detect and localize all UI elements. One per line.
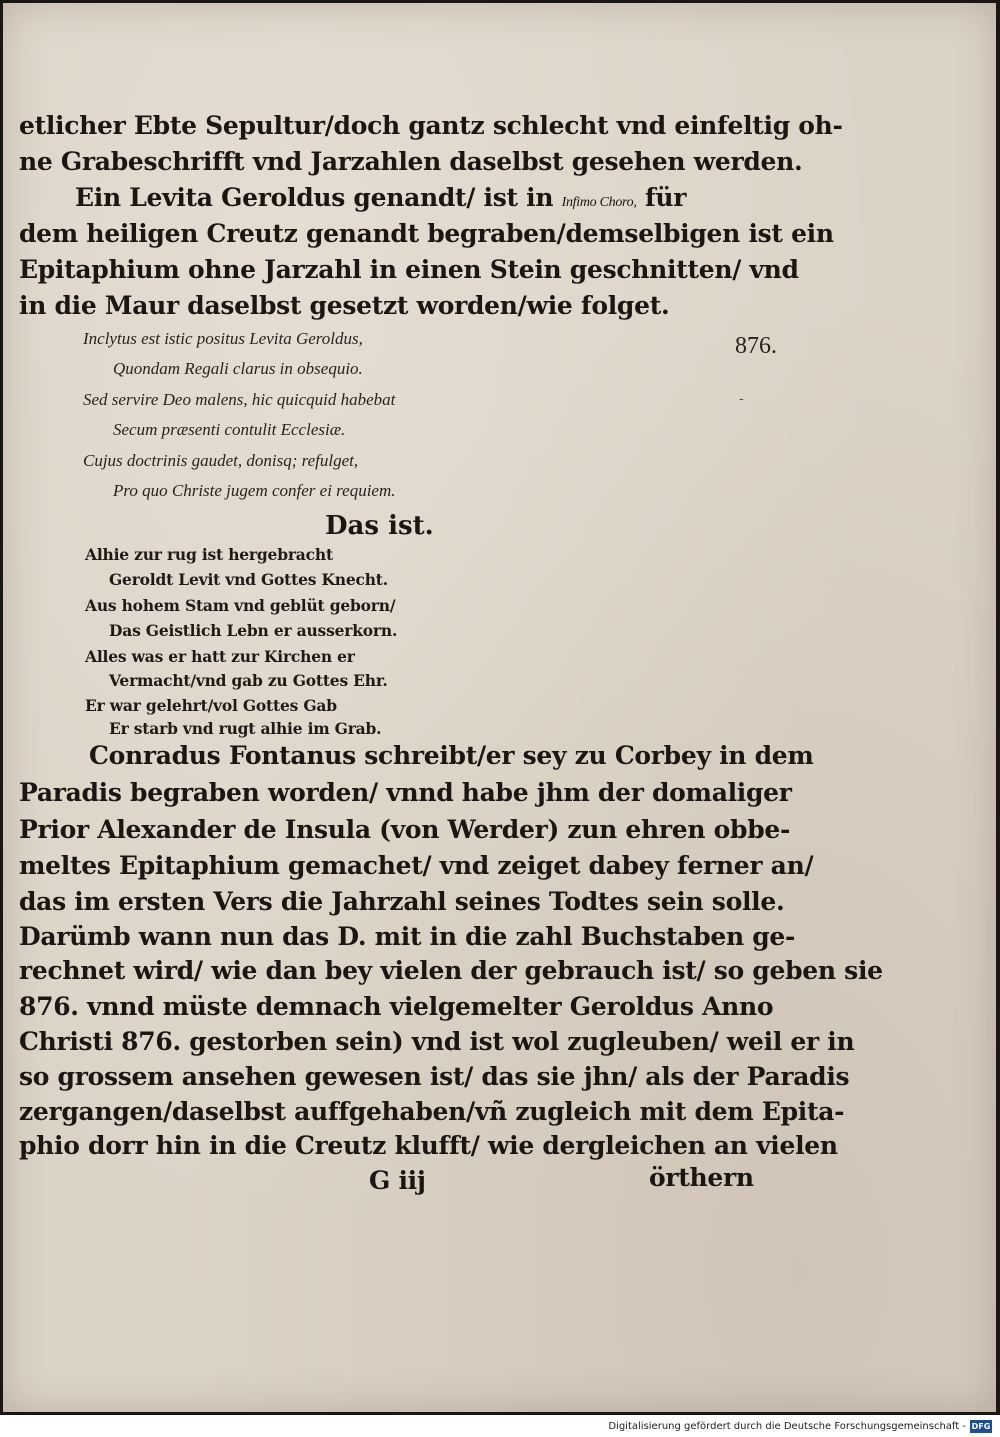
verse-line-4: Das Geistlich Lebn er ausserkorn. <box>109 621 398 640</box>
catchword: örthern <box>649 1163 754 1192</box>
verse-line-3: Aus hohem Stam vnd geblüt geborn/ <box>85 596 396 615</box>
body-line-3-text: Ein Levita Geroldus genandt/ ist in <box>75 183 562 212</box>
epitaph-line-5: Cujus doctrinis gaudet, donisq; refulget, <box>83 451 359 470</box>
body-line-3-end: für <box>636 183 687 212</box>
body-line-3 <box>75 183 686 212</box>
body2-line-12: phio dorr hin in die Creutz klufft/ wie dergleichen an vielen <box>19 1131 838 1160</box>
epitaph-line-1: Inclytus est istic positus Levita Geroldus, <box>83 329 363 348</box>
body-line-6: in die Maur daselbst gesetzt worden/wie folget. <box>19 291 670 320</box>
epitaph-line-6: Pro quo Christe jugem confer ei requiem. <box>113 481 396 500</box>
body2-line-11: zergangen/daselbst auffgehaben/vñ zugleich mit dem Epita- <box>19 1097 845 1126</box>
verse-line-6: Vermacht/vnd gab zu Gottes Ehr. <box>109 671 388 690</box>
verse-line-1: Alhie zur rug ist hergebracht <box>85 545 333 564</box>
body-line-1: etlicher Ebte Sepultur/doch gantz schlecht vnd einfeltig oh- <box>19 111 843 140</box>
body-line-3-latin: Infimo Choro, <box>561 195 637 210</box>
book-page <box>3 3 996 1412</box>
epitaph-line-4: Secum præsenti contulit Ecclesiæ. <box>113 420 346 439</box>
body2-line-2: Paradis begraben worden/ vnnd habe jhm der domaliger <box>19 778 792 807</box>
verse-line-7: Er war gelehrt/vol Gottes Gab <box>85 696 337 715</box>
body2-line-10: so grossem ansehen gewesen ist/ das sie jhn/ als der Paradis <box>19 1062 850 1091</box>
epitaph-line-3: Sed servire Deo malens, hic quicquid habebat <box>83 390 396 409</box>
section-heading: Das ist. <box>325 511 434 541</box>
body2-line-3: Prior Alexander de Insula (von Werder) zun ehren obbe- <box>19 815 791 844</box>
body2-line-1: Conradus Fontanus schreibt/er sey zu Corbey in dem <box>89 741 814 770</box>
margin-mark: - <box>739 391 744 407</box>
body-line-2: ne Grabeschrifft vnd Jarzahlen daselbst gesehen werden. <box>19 147 803 176</box>
body-line-5: Epitaphium ohne Jarzahl in einen Stein geschnitten/ vnd <box>19 255 799 284</box>
dfg-logo: DFG <box>971 1422 991 1431</box>
body-line-4: dem heiligen Creutz genandt begraben/demselbigen ist ein <box>19 219 834 248</box>
body2-line-9: Christi 876. gestorben sein) vnd ist wol zugleuben/ weil er in <box>19 1027 855 1056</box>
margin-year: 876. <box>735 333 777 359</box>
digitization-credit: Digitalisierung gefördert durch die Deutsche Forschungsgemeinschaft - <box>608 1421 966 1432</box>
signature-mark: G iij <box>369 1166 426 1195</box>
body2-line-4: meltes Epitaphium gemachet/ vnd zeiget dabey ferner an/ <box>19 851 814 880</box>
body2-line-6: Darümb wann nun das D. mit in die zahl Buchstaben ge- <box>19 922 796 951</box>
verse-line-5: Alles was er hatt zur Kirchen er <box>85 647 355 666</box>
verse-line-8: Er starb vnd rugt alhie im Grab. <box>109 719 382 738</box>
verse-line-2: Geroldt Levit vnd Gottes Knecht. <box>109 570 388 589</box>
body2-line-7: rechnet wird/ wie dan bey vielen der gebrauch ist/ so geben sie <box>19 956 883 985</box>
body2-line-5: das im ersten Vers die Jahrzahl seines Todtes sein solle. <box>19 887 785 916</box>
body2-line-8: 876. vnnd müste demnach vielgemelter Geroldus Anno <box>19 992 774 1021</box>
epitaph-line-2: Quondam Regali clarus in obsequio. <box>113 359 363 378</box>
